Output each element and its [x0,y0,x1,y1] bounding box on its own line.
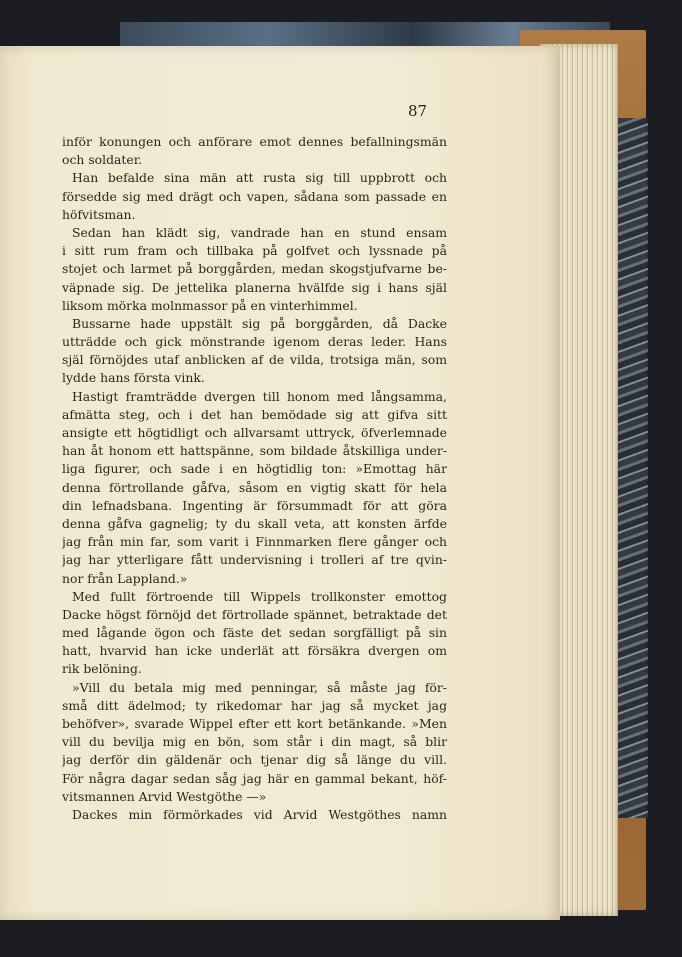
body-text [62,133,447,824]
marbled-endpaper [618,118,648,818]
text-line: afmätta steg, och i det han bemödade sig att gifva sitt [62,406,447,422]
text-line: Han befalde sina män att rusta sig till uppbrott och [72,170,447,186]
text-line: lydde hans första vink. [62,370,205,386]
text-line: jag derför din gäldenär och tjenar dig så länge du vill. [62,752,447,768]
text-line: jag från min far, som varit i Finnmarken flere gånger och [62,534,447,550]
text-line: Med fullt förtroende till Wippels trollkonster emottog [72,588,447,604]
text-line: För några dagar sedan såg jag här en gammal bekant, höf- [62,770,447,786]
text-line: Sedan han klädt sig, vandrade han en stund ensam [72,224,447,240]
text-line: jag har ytterligare fått undervisning i trolleri af tre qvin- [62,552,447,568]
text-line: denna förtrollande gåfva, såsom en vigtig skatt för hela [62,479,447,495]
text-line: Hastigt framträdde dvergen till honom med långsamma, [72,388,447,404]
text-line: nor från Lappland.» [62,570,188,586]
text-line: rik belöning. [62,661,142,677]
text-line: utträdde och gick mönstrande igenom deras leder. Hans [62,334,447,350]
text-line: ansigte ett högtidligt och allvarsamt uttryck, öfverlemnade [62,425,447,440]
text-line: han åt honom ett hattspänne, som bildade åtskilliga under- [62,443,447,459]
text-line: liksom mörka molnmassor på en vinterhimmel. [62,297,358,313]
text-line: liga figurer, och sade i en högtidlig ton: »Emottag här [62,461,447,477]
text-line: väpnade sig. De jettelika planerna hvälfde sig i hans själ [62,279,447,295]
text-line: din lefnadsbana. Ingenting är försummadt för att göra [62,497,447,513]
text-line: i sitt rum fram och tillbaka på golfvet och lyssnade på [62,243,447,259]
text-line: »Vill du betala mig med penningar, så måste jag för- [72,679,447,695]
text-line: inför konungen och anförare emot dennes befallningsmän [62,134,447,149]
text-line: Dacke högst förnöjd det förtrollade spännet, betraktade det [62,606,447,622]
text-line: med lågande ögon och fäste det sedan sorgfälligt på sin [62,625,447,641]
text-line: Bussarne hade uppstält sig på borggården, då Dacke [72,315,447,331]
text-line: hatt, hvarvid han icke underlät att försäkra dvergen om [62,643,447,659]
text-line: höfvitsman. [62,206,136,222]
text-line: och soldater. [62,152,143,168]
text-line: försedde sig med drägt och vapen, sådana som passade en [62,188,447,204]
text-line: Dackes min förmörkades vid Arvid Westgöthes namn [72,806,447,822]
text-line: behöfver», svarade Wippel efter ett kort betänkande. »Men [62,716,447,731]
page-number: 87 [408,102,428,120]
text-line: små ditt ädelmod; ty rikedomar har jag så mycket jag [62,697,447,713]
text-line: vill du bevilja mig en bön, som står i din magt, så blir [62,734,447,750]
text-line: vitsmannen Arvid Westgöthe —» [62,788,267,804]
text-line: stojet och larmet på borggården, medan skogstjufvarne be- [62,261,447,277]
text-line: själ förnöjdes utaf anblicken af de vilda, trotsiga män, som [62,352,447,368]
text-line: denna gåfva gagnelig; ty du skall veta, att konsten ärfde [62,515,447,531]
